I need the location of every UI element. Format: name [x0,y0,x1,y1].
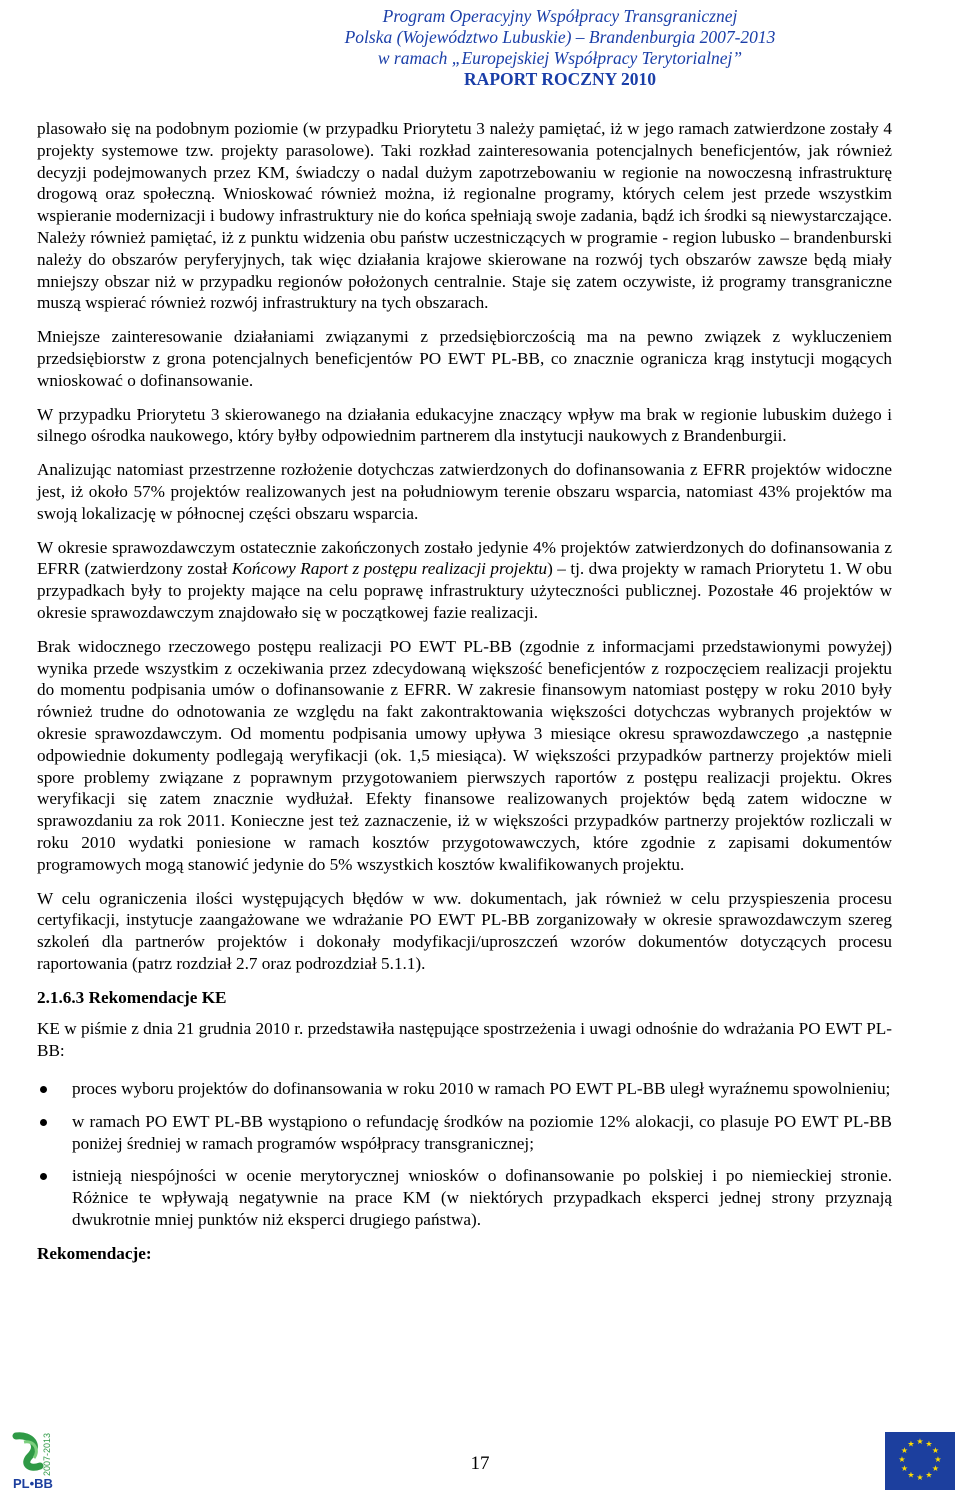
svg-text:★: ★ [900,1464,909,1473]
document-body [37,118,892,1265]
svg-text:★: ★ [925,1470,933,1480]
page-header [0,6,960,90]
recommendations-label: Rekomendacje: [37,1243,152,1263]
header-program-title: Program Operacyjny Współpracy Transgranicznej [382,6,738,26]
svg-text:★: ★ [907,1470,915,1480]
list-item-text: istnieją niespójności w ocenie merytorycznej wniosków o dofinansowanie po polskiej i po niemieckiej stronie. Różnice te wpływają negatywnie na prace KM (w niektórych przypadkach eksperci jednej strony przyznają dwukrotnie mniej punktów niż eksperci drugiego państwa). [72,1166,892,1230]
list-item [37,1078,892,1100]
paragraph: KE w piśmie z dnia 21 grudnia 2010 r. przedstawiła następujące spostrzeżenia i uwagi odnośnie do wdrażania PO EWT PL-BB: [37,1019,892,1061]
paragraph-text: W okresie sprawozdawczym ostatecznie zakończonych zostało jedynie 4% projektów zatwierdzonych do dofinansowania z EFRR (zatwierdzony został [37,537,892,579]
header-program-scope: w ramach „Europejskiej Współpracy Terytorialnej” [377,48,743,68]
header-report-title: RAPORT ROCZNY 2010 [464,69,656,89]
svg-text:★: ★ [916,1473,924,1482]
svg-text:★: ★ [898,1455,906,1464]
paragraph-text: ) – tj. dwa projekty w ramach Priorytetu 1. W obu przypadkach były to projekty mające na celu poprawę infrastruktury użyteczności publicznej. Pozostałe 46 projektów w okresie sprawozdawczym znajdowało się w początkowej fazie realizacji. [37,559,892,622]
svg-text:★: ★ [934,1455,942,1464]
paragraph: Brak widocznego rzeczowego postępu realizacji PO EWT PL-BB (zgodnie z informacjami przedstawionymi powyżej) wynika przede wszystkim z oczekiwania przez zdecydowaną większość beneficjentów z rozpoczęciem realizacji projektu do momentu podpisania umów o dofinansowanie z EFRR. W zakresie finansowym natomiast postępy w roku 2010 były również trudne do odnotowania ze względu na fakt zakontraktowania większości dotychczas wybranych projektów w okresie sprawozdawczym. Od momentu podpisania umowy upływa 3 miesiące okresu sprawozdawczego ,a następnie odpowiednie dokumenty podlegają weryfikacji (ok. 1,5 miesiąca). W większości przypadków partnerzy projektów mieli spore problemy związane z poprawnym przygotowaniem pierwszych raportów z postępu realizacji projektu. Okres weryfikacji się zatem znacznie wydłużał. Efekty finansowe realizowanych projektów będą zatem widoczne w sprawozdaniu za rok 2011. Konieczne jest też zaznaczenie, iż w większości przypadków partnerzy projektów rozliczali w roku 2010 wydatki poniesione w ramach kosztów przygotowawczych, które zgodnie z zapisami dokumentów programowych mogą stanowić jedynie do 5% wszystkich kosztów kwalifikowanych projektu. [37,636,892,874]
observations-list [37,1078,892,1231]
svg-text:★: ★ [916,1437,924,1446]
svg-text:★: ★ [931,1464,940,1473]
logo-years: 2007-2013 [42,1432,52,1476]
list-item [37,1165,892,1230]
paragraph: plasowało się na podobnym poziomie (w przypadku Priorytetu 3 należy pamiętać, iż w jego ramach zatwierdzone zostały 4 projekty systemowe tzw. projekty parasolowe). Taki rozkład zainteresowania potencjalnych beneficjentów, jak również decyzji podejmowanych przez KM, świadczy o nadal dużym zapotrzebowaniu w regionie na nowoczesną infrastrukturę drogową oraz społeczną. Wnioskować również można, iż regionalne programy, których celem jest przede wszystkim wspieranie modernizacji i budowy infrastruktury nie do końca spełniają swoje zadania, bądź ich środki są niewystarczające. Należy również pamiętać, iż z punktu widzenia obu państw uczestniczących w programie - region lubusko – brandenburski należy do obszarów peryferyjnych, tak więc działania krajowe skierowane na rozwój tych obszarów zawsze będą miały mniejszy obszar niż w przypadku regionów położonych centralnie. Staje się zatem oczywiste, iż programy transgraniczne muszą wspierać również rozwój infrastruktury na tych obszarach. [37,119,892,313]
logo-text: PL•BB [13,1476,53,1491]
paragraph: W celu ograniczenia ilości występujących błędów w ww. dokumentach, jak również w celu przyspieszenia procesu certyfikacji, instytucje zaangażowane we wdrażanie PO EWT PL-BB zorganizowały w okresie sprawozdawczym szereg szkoleń dla partnerów projektów i dokonały modyfikacji/uproszczeń wzorów dokumentów dotyczących procesu raportowania (patrz rozdział 2.7 oraz podrozdział 5.1.1). [37,888,892,973]
paragraph [37,537,892,624]
svg-text:★: ★ [925,1439,933,1449]
svg-text:★: ★ [907,1439,915,1449]
section-heading: 2.1.6.3 Rekomendacje KE [37,987,227,1007]
svg-text:★: ★ [900,1446,909,1455]
list-item [37,1111,892,1155]
report-title-italic: Końcowy Raport z postępu realizacji projektu [231,559,548,579]
bullet-icon [40,1086,47,1093]
header-program-region: Polska (Województwo Lubuskie) – Brandenburgia 2007-2013 [344,27,776,47]
bullet-icon [40,1119,47,1126]
bullet-icon [40,1173,47,1180]
list-item-text: proces wyboru projektów do dofinansowania w roku 2010 w ramach PO EWT PL-BB uległ wyraźnemu spowolnieniu; [72,1079,891,1099]
list-item-text: w ramach PO EWT PL-BB wystąpiono o refundację środków na poziomie 12% alokacji, co plasuje PO EWT PL-BB poniżej średniej w ramach programów współpracy transgranicznej; [72,1111,892,1153]
paragraph: Mniejsze zainteresowanie działaniami związanymi z przedsiębiorczością ma na pewno związek z wykluczeniem przedsiębiorstw z grona potencjalnych beneficjentów PO EWT PL-BB, co znacznie ogranicza krąg instytucji mogących wnioskować o dofinansowanie. [37,327,892,390]
paragraph: W przypadku Priorytetu 3 skierowanego na działania edukacyjne znaczący wpływ ma brak w regionie lubuskim dużego i silnego ośrodka naukowego, który byłby odpowiednim partnerem dla instytucji naukowych z Brandenburgii. [37,404,892,446]
svg-text:★: ★ [931,1446,940,1455]
paragraph: Analizując natomiast przestrzenne rozłożenie dotychczas zatwierdzonych do dofinansowania z EFRR projektów widoczne jest, iż około 57% projektów realizowanych jest na południowym terenie obszaru wsparcia, natomiast 43% projektów ma swoją lokalizację w północnej części obszaru wsparcia. [37,460,892,523]
eu-flag-icon [885,1432,955,1490]
page-number: 17 [470,1453,490,1474]
